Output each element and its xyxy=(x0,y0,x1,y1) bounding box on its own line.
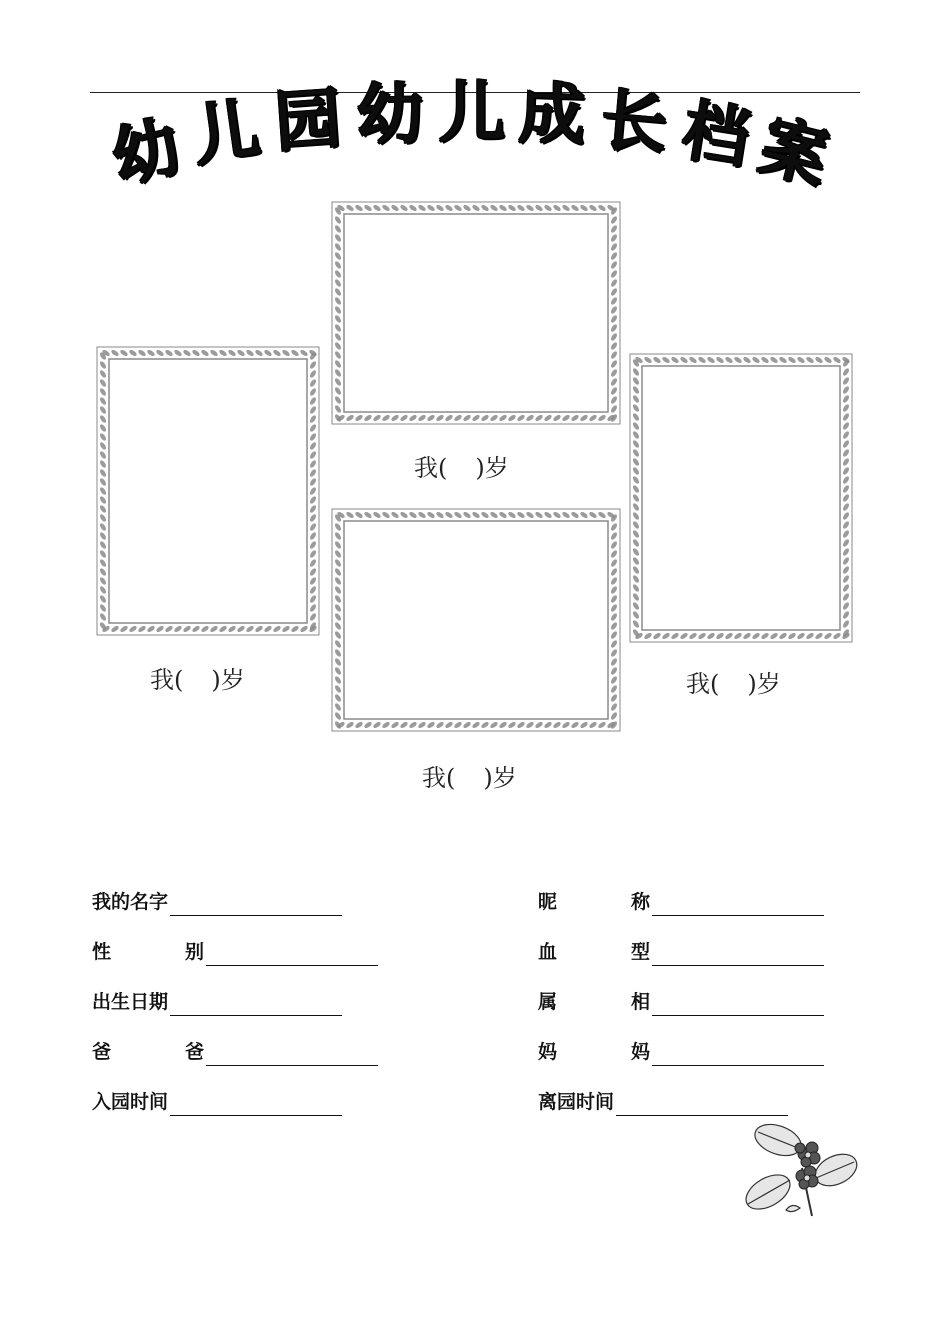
frame-vine-border xyxy=(95,345,321,637)
father-input[interactable] xyxy=(206,1035,378,1066)
blood-type-input[interactable] xyxy=(652,935,824,966)
title-char: 儿 xyxy=(187,89,264,176)
field-label: 入园时间 xyxy=(92,1091,169,1113)
field-label: 离园时间 xyxy=(538,1091,615,1113)
title-char: 园 xyxy=(272,79,344,162)
field-label-part: 相 xyxy=(630,991,650,1013)
field-label-part: 爸 xyxy=(184,1041,204,1063)
age-caption-prefix: 我( xyxy=(414,454,448,482)
title-char: 案 xyxy=(752,107,836,198)
field-label-part: 称 xyxy=(630,891,650,913)
gender-input[interactable] xyxy=(206,935,378,966)
field-label: 我的名字 xyxy=(92,891,169,913)
field-label-part: 爸 xyxy=(92,1041,112,1063)
field-label: 出生日期 xyxy=(92,991,169,1013)
photo-frame-left xyxy=(95,345,321,637)
title-char: 成 xyxy=(517,74,587,155)
photo-frame-top-center xyxy=(330,200,622,426)
age-caption-suffix: )岁 xyxy=(211,666,245,694)
field-label xyxy=(538,1043,650,1066)
frame-vine-border xyxy=(330,200,622,426)
age-caption-top-center xyxy=(414,448,509,483)
my-name-input[interactable] xyxy=(170,885,342,916)
age-caption-prefix: 我( xyxy=(422,764,456,792)
field-label-part: 昵 xyxy=(538,891,558,913)
field-enroll-date xyxy=(92,1080,342,1116)
field-label xyxy=(538,893,650,916)
field-mother xyxy=(538,1030,824,1066)
field-leave-date xyxy=(538,1080,788,1116)
field-label-part: 血 xyxy=(538,941,558,963)
age-caption-suffix: )岁 xyxy=(483,764,517,792)
age-caption-suffix: )岁 xyxy=(747,670,781,698)
age-caption-prefix: 我( xyxy=(150,666,184,694)
leave-date-input[interactable] xyxy=(616,1085,788,1116)
field-gender xyxy=(92,930,378,966)
nickname-input[interactable] xyxy=(652,885,824,916)
age-caption-left xyxy=(150,660,245,695)
title-char: 长 xyxy=(597,81,671,164)
field-birth-date xyxy=(92,980,342,1016)
field-label-part: 别 xyxy=(184,941,204,963)
field-label xyxy=(538,993,650,1016)
flower-branch-icon xyxy=(742,1118,862,1218)
frame-vine-border xyxy=(628,352,854,644)
field-label xyxy=(92,943,204,966)
age-caption-right xyxy=(686,664,781,699)
field-zodiac xyxy=(538,980,824,1016)
page-title xyxy=(104,70,845,198)
frame-vine-border xyxy=(330,507,622,733)
field-label-part: 妈 xyxy=(538,1041,558,1063)
age-caption-suffix: )岁 xyxy=(475,454,509,482)
title-char: 儿 xyxy=(439,74,505,151)
title-char: 档 xyxy=(677,91,755,178)
zodiac-input[interactable] xyxy=(652,985,824,1016)
age-caption-prefix: 我( xyxy=(686,670,720,698)
field-label-part: 属 xyxy=(538,991,558,1013)
field-label xyxy=(538,943,650,966)
field-nickname xyxy=(538,880,824,916)
field-father xyxy=(92,1030,378,1066)
age-caption-bottom-center xyxy=(422,758,517,793)
enroll-date-input[interactable] xyxy=(170,1085,342,1116)
field-blood-type xyxy=(538,930,824,966)
title-char: 幼 xyxy=(356,75,424,154)
birth-date-input[interactable] xyxy=(170,985,342,1016)
field-label-part: 性 xyxy=(92,941,112,963)
field-label-part: 型 xyxy=(630,941,650,963)
title-char: 幼 xyxy=(104,107,188,198)
photo-frame-right xyxy=(628,352,854,644)
field-label-part: 妈 xyxy=(630,1041,650,1063)
mother-input[interactable] xyxy=(652,1035,824,1066)
field-label xyxy=(92,1043,204,1066)
photo-frame-bottom-center xyxy=(330,507,622,733)
field-my-name xyxy=(92,880,342,916)
